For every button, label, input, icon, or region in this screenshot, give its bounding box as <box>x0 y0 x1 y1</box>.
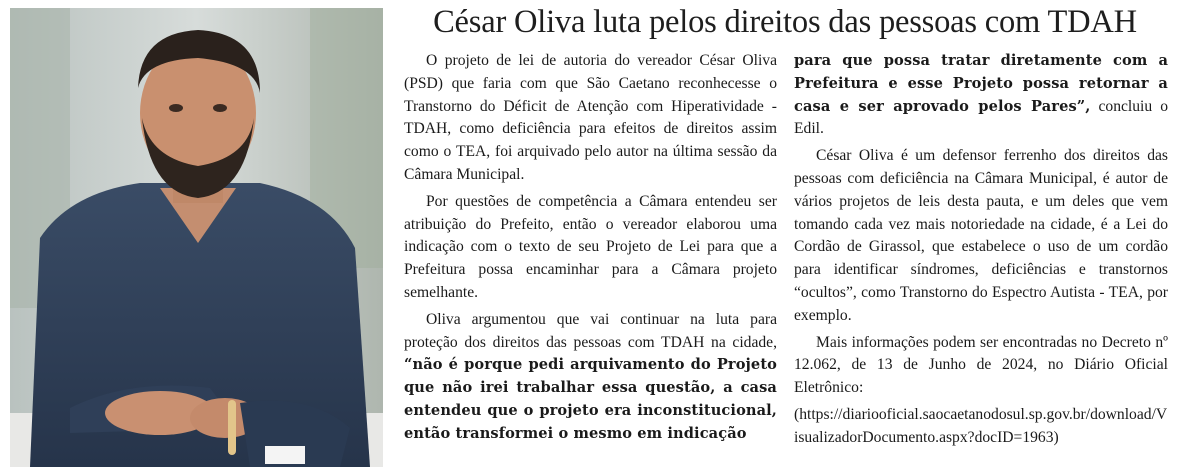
article-paragraph: Por questões de competência a Câmara entendeu ser atribuição do Prefeito, então o vereador elaborou uma indicação com o texto de seu Projeto de Lei para que a Prefeitura possa encaminhar para a Câmara projeto semelhante. <box>404 192 777 301</box>
portrait-photo <box>10 8 383 467</box>
article-headline: César Oliva luta pelos direitos das pessoas com TDAH <box>433 4 1137 40</box>
article-paragraph: O projeto de lei de autoria do vereador César Oliva (PSD) que faria com que São Caetano reconhecesse o Transtorno do Déficit de Atenção com Hiperatividade - TDAH, como deficiência para efeitos de direitos assim como o TEA, foi arquivado pelo autor na última sessão da Câmara Municipal. <box>404 52 777 183</box>
quote-text: para que possa tratar diretamente com a Prefeitura e esse Projeto possa retornar a casa e ser aprovado pelos Pares”, <box>794 52 1168 115</box>
article-paragraph: Mais informações podem ser encontradas no Decreto nº 12.062, de 13 de Junho de 2024, no Diário Oficial Eletrônico: <box>794 333 1168 397</box>
article-column-left <box>404 50 777 470</box>
quote-text: “não é porque pedi arquivamento do Projeto que não irei trabalhar essa questão, a casa entendeu que o projeto era inconstitucional, então transformei o mesmo em indicação <box>404 356 777 442</box>
article-column-right <box>794 50 1168 470</box>
article-paragraph: César Oliva é um defensor ferrenho dos direitos das pessoas com deficiência na Câmara Municipal, é autor de vários projetos de leis desta pauta, e um deles que vem tomando cada vez mais notoriedade na cidade, é a Lei do Cordão de Girassol, que estabelece o uso de um cordão para identificar síndromes, deficiências e transtornos “ocultos”, como Transtorno do Espectro Autista - TEA, por exemplo. <box>794 147 1168 324</box>
article-paragraph-quote-start <box>404 309 777 446</box>
source-url: (https://diariooficial.saocaetanodosul.sp.gov.br/download/VisualizadorDocumento.aspx?docID=1963) <box>794 405 1168 446</box>
article-paragraph-continued <box>794 50 1168 141</box>
portrait-illustration <box>10 8 383 467</box>
paragraph-text: Oliva argumentou que vai continuar na luta para proteção dos direitos das pessoas com TDAH na cidade, <box>404 310 777 351</box>
paragraph-text: concluiu o Edil. <box>794 97 1168 138</box>
